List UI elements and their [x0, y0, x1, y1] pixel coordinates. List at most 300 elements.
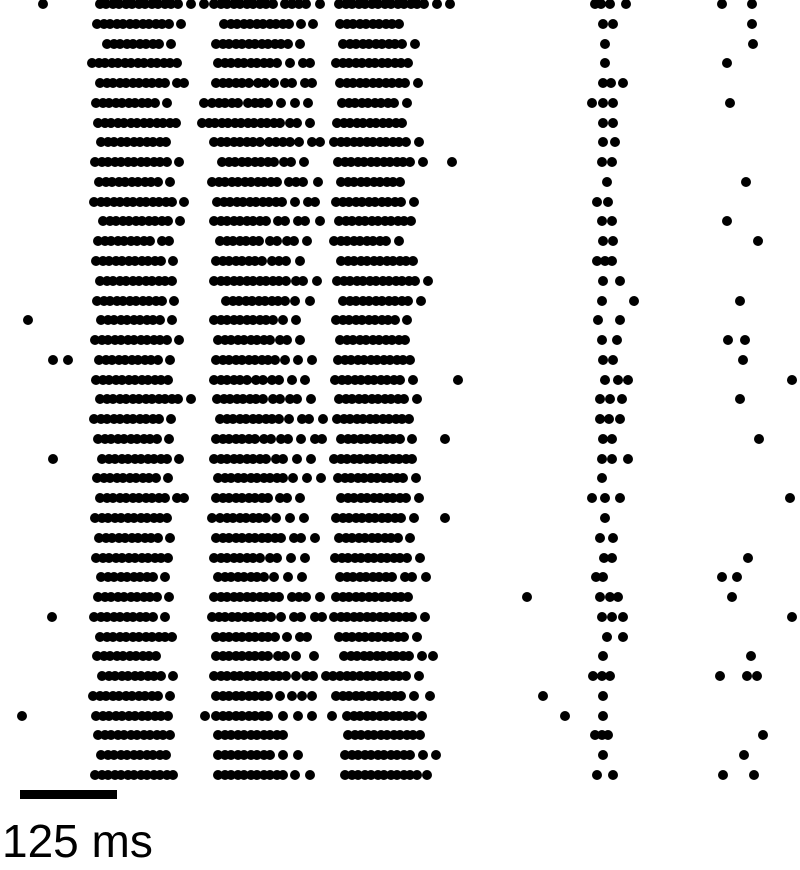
spike-dot — [148, 572, 158, 582]
spike-dot — [428, 651, 438, 661]
spike-dot — [282, 493, 292, 503]
spike-dot — [613, 592, 623, 602]
spike-dot — [176, 19, 186, 29]
spike-dot — [629, 296, 639, 306]
spike-dot — [254, 236, 264, 246]
spike-dot — [595, 394, 605, 404]
spike-dot — [722, 216, 732, 226]
spike-dot — [290, 98, 300, 108]
spike-dot — [283, 434, 293, 444]
spike-dot — [597, 335, 607, 345]
spike-dot — [278, 711, 288, 721]
spike-dot — [38, 0, 48, 9]
spike-dot — [597, 612, 607, 622]
spike-dot — [402, 553, 412, 563]
spike-dot — [600, 375, 610, 385]
spike-dot — [748, 39, 758, 49]
spike-dot — [418, 750, 428, 760]
spike-dot — [615, 493, 625, 503]
spike-dot — [318, 414, 328, 424]
spike-dot — [409, 691, 419, 701]
spike-dot — [613, 375, 623, 385]
spike-dot — [617, 394, 627, 404]
spike-dot — [173, 394, 183, 404]
spike-dot — [282, 632, 292, 642]
spike-dot — [284, 414, 294, 424]
spike-dot — [413, 78, 423, 88]
spike-dot — [175, 216, 185, 226]
spike-dot — [592, 197, 602, 207]
spike-dot — [296, 19, 306, 29]
spike-dot — [152, 592, 162, 602]
spike-dot — [738, 355, 748, 365]
spike-dot — [395, 177, 405, 187]
spike-dot — [410, 276, 420, 286]
spike-dot — [269, 78, 279, 88]
spike-dot — [297, 572, 307, 582]
spike-dot — [423, 276, 433, 286]
spike-dot — [292, 118, 302, 128]
spike-dot — [407, 434, 417, 444]
spike-dot — [623, 375, 633, 385]
spike-dot — [281, 671, 291, 681]
spike-dot — [277, 197, 287, 207]
spike-dot — [160, 572, 170, 582]
spike-dot — [602, 632, 612, 642]
spike-dot — [274, 375, 284, 385]
spike-dot — [598, 750, 608, 760]
spike-dot — [785, 493, 795, 503]
spike-dot — [163, 473, 173, 483]
spike-dot — [302, 632, 312, 642]
spike-dot — [150, 98, 160, 108]
spike-dot — [400, 78, 410, 88]
spike-dot — [284, 19, 294, 29]
spike-dot — [605, 671, 615, 681]
spike-dot — [401, 493, 411, 503]
spike-dot — [287, 375, 297, 385]
spike-dot — [307, 78, 317, 88]
spike-dot — [396, 691, 406, 701]
spike-dot — [164, 434, 174, 444]
spike-dot — [600, 39, 610, 49]
spike-dot — [174, 157, 184, 167]
spike-dot — [300, 553, 310, 563]
spike-dot — [422, 770, 432, 780]
spike-dot — [160, 493, 170, 503]
spike-dot — [414, 137, 424, 147]
spike-dot — [162, 454, 172, 464]
spike-dot — [291, 671, 301, 681]
spike-dot — [404, 651, 414, 661]
spike-dot — [299, 513, 309, 523]
spike-dot — [305, 118, 315, 128]
spike-dot — [604, 414, 614, 424]
spike-dot — [431, 750, 441, 760]
spike-dot — [414, 671, 424, 681]
spike-dot — [598, 711, 608, 721]
spike-dot — [607, 216, 617, 226]
spike-dot — [266, 612, 276, 622]
spike-dot — [151, 651, 161, 661]
spike-dot — [608, 236, 618, 246]
spike-dot — [270, 355, 280, 365]
spike-dot — [289, 236, 299, 246]
spike-dot — [390, 315, 400, 325]
spike-dot — [157, 296, 167, 306]
spike-dot — [172, 58, 182, 68]
spike-dot — [278, 730, 288, 740]
spike-dot — [399, 394, 409, 404]
spike-dot — [415, 553, 425, 563]
spike-dot — [169, 296, 179, 306]
spike-dot — [293, 750, 303, 760]
spike-dot — [445, 0, 455, 9]
spike-dot — [603, 730, 613, 740]
spike-dot — [308, 19, 318, 29]
spike-dot — [432, 0, 442, 9]
spike-dot — [447, 157, 457, 167]
spike-dot — [268, 315, 278, 325]
spike-dot — [268, 0, 278, 9]
spike-dot — [171, 118, 181, 128]
spike-dot — [186, 394, 196, 404]
spike-dot — [747, 19, 757, 29]
spike-dot — [168, 671, 178, 681]
spike-dot — [299, 157, 309, 167]
spike-dot — [272, 58, 282, 68]
spike-dot — [276, 98, 286, 108]
spike-dot — [199, 0, 209, 9]
spike-dot — [747, 0, 757, 9]
spike-dot — [305, 58, 315, 68]
spike-dot — [315, 0, 325, 9]
spike-dot — [408, 256, 418, 266]
spike-dot — [302, 473, 312, 483]
spike-dot — [280, 355, 290, 365]
spike-dot — [739, 750, 749, 760]
spike-dot — [618, 632, 628, 642]
spike-dot — [597, 473, 607, 483]
spike-dot — [595, 533, 605, 543]
spike-dot — [725, 98, 735, 108]
spike-dot — [152, 434, 162, 444]
spike-dot — [607, 434, 617, 444]
spike-dot — [602, 177, 612, 187]
spike-dot — [300, 375, 310, 385]
spike-dot — [715, 671, 725, 681]
spike-dot — [296, 533, 306, 543]
spike-dot — [298, 276, 308, 286]
spike-dot — [397, 39, 407, 49]
spike-dot — [261, 216, 271, 226]
spike-dot — [752, 671, 762, 681]
spike-dot — [301, 592, 311, 602]
spike-dot — [608, 118, 618, 128]
spike-dot — [168, 770, 178, 780]
spike-dot — [290, 197, 300, 207]
spike-dot — [233, 98, 243, 108]
spike-dot — [405, 750, 415, 760]
spike-dot — [603, 197, 613, 207]
spike-dot — [393, 533, 403, 543]
spike-dot — [179, 197, 189, 207]
spike-dot — [623, 454, 633, 464]
spike-dot — [412, 632, 422, 642]
spike-dot — [269, 157, 279, 167]
spike-dot — [587, 98, 597, 108]
spike-dot — [412, 770, 422, 780]
spike-dot — [306, 394, 316, 404]
spike-dot — [272, 177, 282, 187]
spike-dot — [168, 256, 178, 266]
spike-dot — [402, 315, 412, 325]
spike-dot — [605, 394, 615, 404]
spike-dot — [160, 78, 170, 88]
spike-dot — [615, 315, 625, 325]
spike-dot — [560, 711, 570, 721]
spike-dot — [167, 197, 177, 207]
spike-dot — [417, 711, 427, 721]
spike-dot — [162, 98, 172, 108]
spike-dot — [395, 375, 405, 385]
spike-dot — [265, 750, 275, 760]
spike-dot — [741, 177, 751, 187]
spike-dot — [421, 572, 431, 582]
spike-dot — [174, 335, 184, 345]
spike-dot — [186, 0, 196, 9]
spike-dot — [595, 592, 605, 602]
spike-dot — [598, 572, 608, 582]
spike-dot — [292, 454, 302, 464]
spike-dot — [285, 513, 295, 523]
spike-dot — [600, 58, 610, 68]
spike-dot — [298, 177, 308, 187]
spike-dot — [615, 276, 625, 286]
spike-dot — [272, 236, 282, 246]
spike-dot — [404, 414, 414, 424]
spike-dot — [735, 296, 745, 306]
spike-dot — [151, 473, 161, 483]
spike-dot — [732, 572, 742, 582]
spike-dot — [263, 651, 273, 661]
spike-dot — [307, 711, 317, 721]
spike-dot — [600, 513, 610, 523]
spike-dot — [292, 394, 302, 404]
spike-dot — [291, 315, 301, 325]
spike-dot — [164, 236, 174, 246]
spike-dot — [280, 296, 290, 306]
spike-dot — [718, 770, 728, 780]
spike-dot — [163, 216, 173, 226]
spike-dot — [166, 414, 176, 424]
spike-dot — [278, 750, 288, 760]
spike-dot — [394, 236, 404, 246]
spike-dot — [269, 572, 279, 582]
spike-dot — [397, 118, 407, 128]
spike-dot — [263, 493, 273, 503]
scale-bar — [20, 790, 117, 799]
spike-dot — [758, 730, 768, 740]
spike-dot — [278, 770, 288, 780]
spike-dot — [396, 513, 406, 523]
spike-dot — [403, 592, 413, 602]
spike-dot — [403, 296, 413, 306]
spike-dot — [608, 19, 618, 29]
spike-dot — [164, 592, 174, 602]
spike-dot — [597, 157, 607, 167]
spike-dot — [281, 256, 291, 266]
spike-dot — [395, 434, 405, 444]
spike-dot — [605, 0, 615, 9]
spike-dot — [278, 315, 288, 325]
spike-dot — [274, 592, 284, 602]
spike-dot — [295, 335, 305, 345]
spike-dot — [407, 612, 417, 622]
spike-dot — [316, 473, 326, 483]
spike-dot — [174, 454, 184, 464]
spike-dot — [618, 78, 628, 88]
spike-dot — [160, 612, 170, 622]
spike-dot — [156, 671, 166, 681]
spike-dot — [263, 691, 273, 701]
spike-dot — [290, 296, 300, 306]
spike-dot — [280, 651, 290, 661]
spike-dot — [598, 651, 608, 661]
spike-dot — [312, 276, 322, 286]
spike-dot — [300, 216, 310, 226]
spike-dot — [257, 256, 267, 266]
spike-dot — [296, 612, 306, 622]
spike-dot — [610, 137, 620, 147]
spike-dot — [598, 137, 608, 147]
spike-dot — [295, 256, 305, 266]
spike-dot — [317, 612, 327, 622]
spike-dot — [290, 770, 300, 780]
spike-dot — [606, 78, 616, 88]
spike-dot — [394, 19, 404, 29]
spike-dot — [255, 553, 265, 563]
spike-dot — [145, 236, 155, 246]
spike-dot — [293, 355, 303, 365]
spike-dot — [598, 236, 608, 246]
spike-dot — [407, 572, 417, 582]
spike-dot — [162, 513, 172, 523]
spike-dot — [304, 414, 314, 424]
spike-dot — [165, 533, 175, 543]
spike-dot — [275, 118, 285, 128]
spike-dot — [597, 454, 607, 464]
spike-dot — [598, 276, 608, 286]
scale-bar-label: 125 ms — [2, 815, 153, 867]
spike-dot — [259, 572, 269, 582]
spike-dot — [167, 315, 177, 325]
spike-dot — [414, 493, 424, 503]
spike-dot — [305, 296, 315, 306]
spike-dot — [401, 137, 411, 147]
spike-dot — [164, 19, 174, 29]
spike-dot — [274, 414, 284, 424]
spike-dot — [538, 691, 548, 701]
spike-dot — [153, 533, 163, 543]
spike-dot — [23, 315, 33, 325]
spike-dot — [261, 513, 271, 523]
spike-dot — [48, 454, 58, 464]
spike-dot — [717, 572, 727, 582]
spike-dot — [593, 315, 603, 325]
spike-dot — [165, 177, 175, 187]
spike-dot — [522, 592, 532, 602]
spike-dot — [598, 691, 608, 701]
spike-dot — [278, 473, 288, 483]
spike-dot — [598, 118, 608, 128]
spike-dot — [407, 711, 417, 721]
spike-dot — [275, 394, 285, 404]
spike-dot — [399, 632, 409, 642]
spike-dot — [308, 671, 318, 681]
spike-dot — [615, 414, 625, 424]
spike-dot — [285, 58, 295, 68]
spike-dot — [163, 375, 173, 385]
spike-dot — [154, 39, 164, 49]
spike-dot — [278, 454, 288, 464]
spike-dot — [156, 256, 166, 266]
spike-dot — [717, 0, 727, 9]
spike-dot — [161, 137, 171, 147]
spike-dot — [317, 434, 327, 444]
spike-dot — [608, 98, 618, 108]
spike-dot — [310, 197, 320, 207]
spike-dot — [295, 493, 305, 503]
spike-dot — [410, 39, 420, 49]
spike-dot — [743, 553, 753, 563]
spike-dot — [163, 553, 173, 563]
spike-dot — [161, 750, 171, 760]
spike-dot — [740, 335, 750, 345]
spike-dot — [179, 493, 189, 503]
spike-dot — [271, 513, 281, 523]
spike-dot — [155, 315, 165, 325]
spike-dot — [291, 651, 301, 661]
spike-dot — [48, 355, 58, 365]
spike-dot — [167, 276, 177, 286]
spike-dot — [173, 0, 183, 9]
spike-dot — [415, 730, 425, 740]
spike-dot — [295, 39, 305, 49]
spike-dot — [401, 671, 411, 681]
spike-dot — [607, 157, 617, 167]
spike-dot — [283, 572, 293, 582]
spike-dot — [286, 553, 296, 563]
spike-dot — [608, 355, 618, 365]
spike-dot — [409, 197, 419, 207]
spike-dot — [405, 355, 415, 365]
spike-dot — [597, 216, 607, 226]
spike-dot — [313, 177, 323, 187]
spike-dot — [612, 335, 622, 345]
spike-dot — [327, 711, 337, 721]
spike-dot — [412, 394, 422, 404]
spike-dot — [301, 0, 311, 9]
spike-dot — [416, 296, 426, 306]
spike-dot — [294, 137, 304, 147]
spike-dot — [398, 473, 408, 483]
spike-dot — [288, 473, 298, 483]
spike-dot — [148, 612, 158, 622]
spike-dot — [607, 454, 617, 464]
spike-dot — [162, 335, 172, 345]
spike-dot — [270, 632, 280, 642]
